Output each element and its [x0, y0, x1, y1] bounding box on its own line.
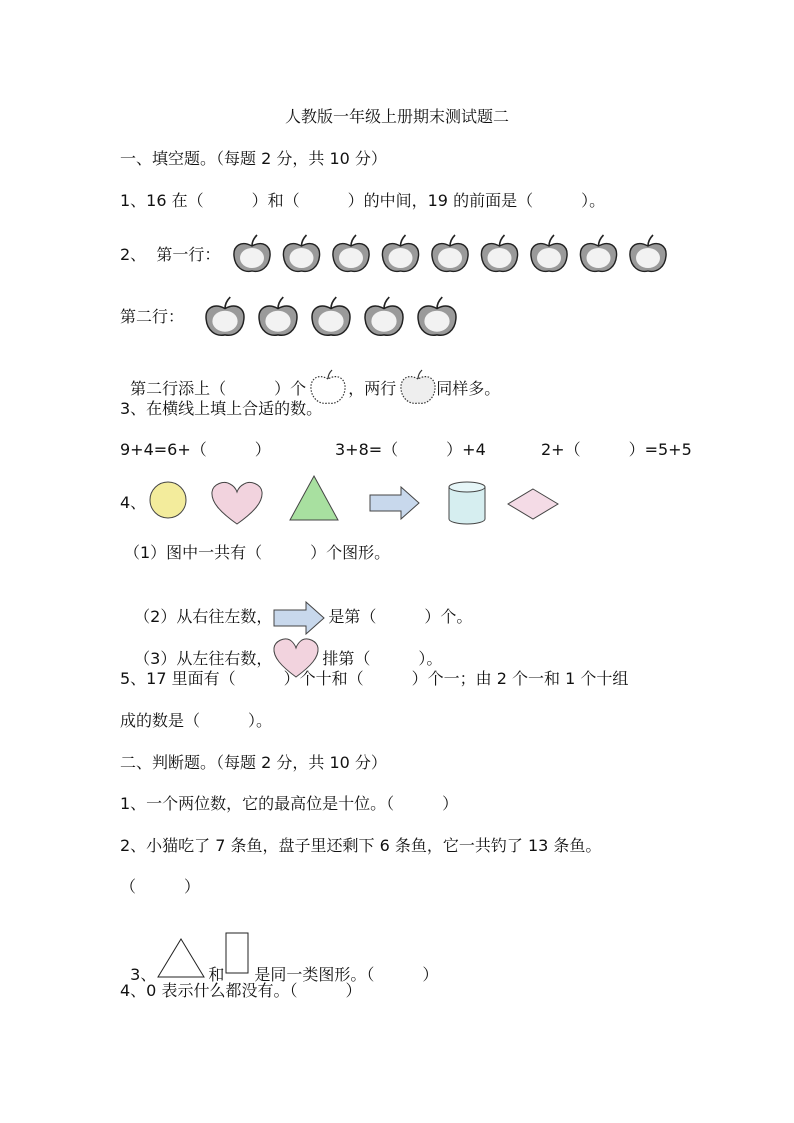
q1-2-row2-label: 第二行： — [120, 307, 185, 326]
apple-icon — [432, 235, 468, 271]
apple-icon — [580, 235, 616, 271]
apple-icon — [481, 235, 517, 271]
q1-3-eq3: 2+（ ）=5+5 — [541, 440, 692, 459]
q1-4-sub3 — [124, 626, 442, 671]
q1-2-ask-part1: 第二行添上（ ）个 — [130, 379, 307, 398]
apple-icon — [206, 297, 244, 335]
section2-header: 二、判断题。（每题 2 分，共 10 分） — [120, 753, 387, 772]
q1-1: 1、16 在（ ）和（ ）的中间，19 的前面是（ ）。 — [120, 191, 606, 210]
q1-5-line2: 成的数是（ ）。 — [120, 711, 273, 730]
q1-4-sub2-a: （2）从右往左数， — [134, 607, 273, 626]
q1-4-label: 4、 — [120, 493, 147, 512]
apple-icon — [365, 297, 403, 335]
q2-3-c: 是同一类图形。（ ） — [254, 965, 439, 984]
apple-row-1 — [232, 230, 676, 276]
diamond-shape — [507, 488, 559, 520]
q1-4-sub2-b: 是第（ ）个。 — [328, 607, 473, 626]
apple-icon — [333, 235, 369, 271]
q1-4-sub3-b: 排第（ ）。 — [322, 649, 443, 668]
q1-4-sub1: （1）图中一共有（ ）个图形。 — [124, 543, 391, 562]
heart-shape — [210, 480, 264, 526]
arrow-shape — [369, 486, 421, 520]
section1-header: 一、填空题。（每题 2 分，共 10 分） — [120, 149, 387, 168]
apple-row-2 — [204, 292, 464, 338]
apple-icon — [382, 235, 418, 271]
dotted-apple-icon — [396, 379, 436, 401]
q1-5-line1: 5、17 里面有（ ）个十和（ ）个一；由 2 个一和 1 个十组 — [120, 669, 629, 688]
q1-2-ask-part2: ，两行 — [348, 379, 397, 398]
apple-icon — [312, 297, 350, 335]
q2-4: 4、0 表示什么都没有。（ ） — [120, 981, 362, 1000]
cylinder-shape — [447, 480, 487, 526]
apple-icon — [283, 235, 319, 271]
page-title: 人教版一年级上册期末测试题二 — [284, 107, 509, 126]
q2-3-b: 和 — [208, 965, 225, 984]
triangle-shape — [288, 474, 340, 522]
q1-3-eq1: 9+4=6+（ ） — [120, 440, 271, 459]
q1-4-sub2 — [124, 584, 472, 629]
q2-2: 2、小猫吃了 7 条鱼，盘子里还剩下 6 条鱼，它一共钓了 13 条鱼。 — [120, 836, 602, 855]
q1-3-eq2: 3+8=（ ）+4 — [335, 440, 486, 459]
apple-icon — [418, 297, 456, 335]
apple-icon — [259, 297, 297, 335]
q2-3-a: 3、 — [130, 965, 157, 984]
q2-1: 1、一个两位数，它的最高位是十位。（ ） — [120, 794, 459, 813]
q1-2-row1-label: 2、 第一行： — [120, 245, 221, 264]
circle-shape — [148, 480, 188, 520]
q1-4-sub3-a: （3）从左往右数， — [134, 649, 273, 668]
q1-3: 3、在横线上填上合适的数。 — [120, 399, 323, 418]
q1-2-ask-part3: 同样多。 — [436, 379, 501, 398]
apple-icon — [531, 235, 567, 271]
q1-2-ask — [120, 356, 500, 401]
apple-icon — [630, 235, 666, 271]
apple-icon — [234, 235, 270, 271]
q2-2-paren: （ ） — [120, 877, 201, 896]
